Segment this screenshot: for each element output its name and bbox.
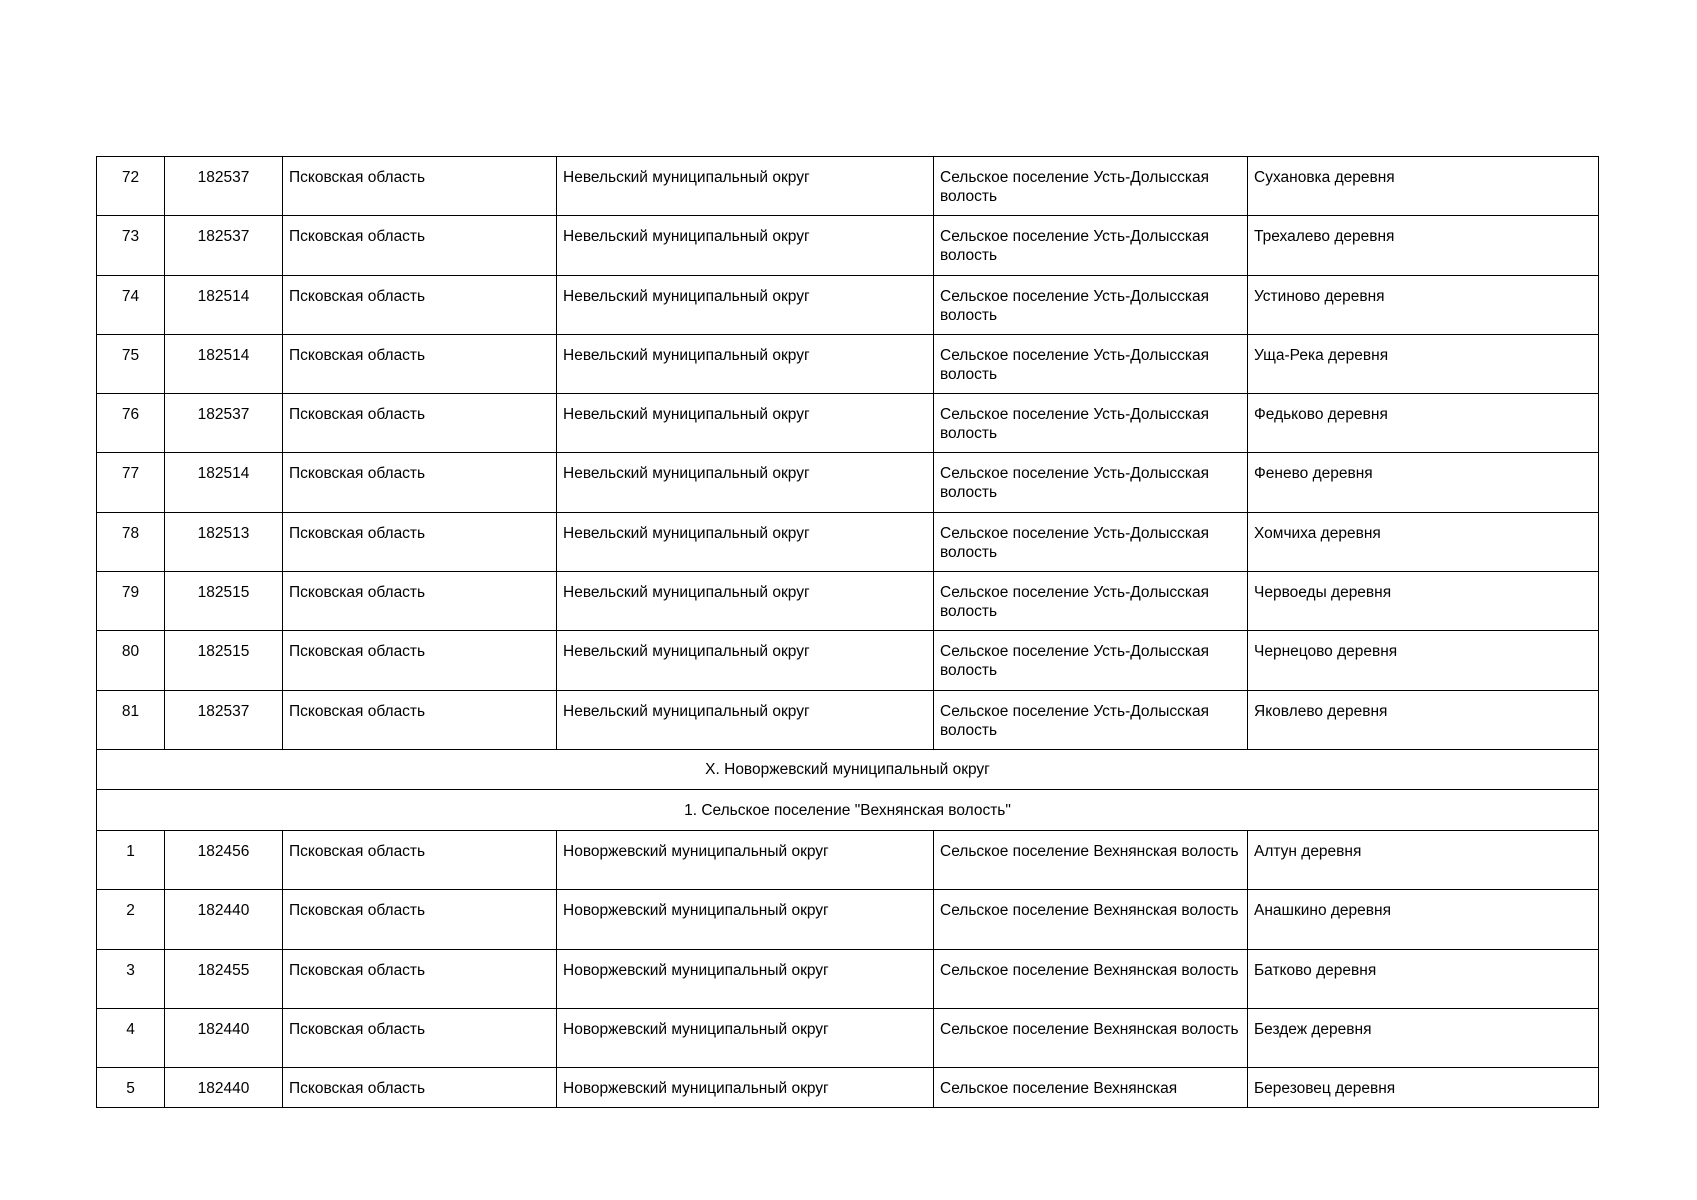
locality-cell: Червоеды деревня [1248, 572, 1599, 631]
postal-code-cell: 182537 [165, 394, 283, 453]
settlement-cell: Сельское поселение Усть-Долысская волость [934, 453, 1248, 512]
postal-code-cell: 182514 [165, 275, 283, 334]
settlement-cell: Сельское поселение Усть-Долысская волость [934, 334, 1248, 393]
postal-code-cell: 182537 [165, 216, 283, 275]
postal-code-cell: 182514 [165, 334, 283, 393]
locality-cell: Батково деревня [1248, 949, 1599, 1008]
district-section-header: X. Новоржевский муниципальный округ [97, 749, 1599, 790]
table-row [97, 572, 1599, 631]
locality-cell: Яковлево деревня [1248, 690, 1599, 749]
row-number-cell: 4 [97, 1008, 165, 1067]
district-cell: Новоржевский муниципальный округ [557, 890, 934, 949]
settlement-cell: Сельское поселение Усть-Долысская волость [934, 157, 1248, 216]
postal-code-cell: 182456 [165, 830, 283, 889]
settlement-cell: Сельское поселение Усть-Долысская волость [934, 631, 1248, 690]
table-row [97, 949, 1599, 1008]
settlement-cell: Сельское поселение Усть-Долысская волость [934, 572, 1248, 631]
row-number-cell: 3 [97, 949, 165, 1008]
row-number-cell: 76 [97, 394, 165, 453]
district-cell: Невельский муниципальный округ [557, 394, 934, 453]
table-row [97, 890, 1599, 949]
settlement-cell: Сельское поселение Усть-Долысская волость [934, 512, 1248, 571]
settlement-cell: Сельское поселение Вехнянская волость [934, 1008, 1248, 1067]
region-cell: Псковская область [283, 216, 557, 275]
row-number-cell: 77 [97, 453, 165, 512]
district-cell: Невельский муниципальный округ [557, 453, 934, 512]
table-row [97, 453, 1599, 512]
row-number-cell: 5 [97, 1068, 165, 1108]
table-row [97, 690, 1599, 749]
table-row [97, 830, 1599, 889]
region-cell: Псковская область [283, 949, 557, 1008]
locality-cell: Хомчиха деревня [1248, 512, 1599, 571]
row-number-cell: 81 [97, 690, 165, 749]
settlement-cell: Сельское поселение Усть-Долысская волость [934, 216, 1248, 275]
district-cell: Невельский муниципальный округ [557, 631, 934, 690]
district-cell: Невельский муниципальный округ [557, 334, 934, 393]
row-number-cell: 72 [97, 157, 165, 216]
settlements-table [96, 156, 1599, 1108]
table-row [97, 1068, 1599, 1108]
row-number-cell: 2 [97, 890, 165, 949]
region-cell: Псковская область [283, 690, 557, 749]
region-cell: Псковская область [283, 334, 557, 393]
locality-cell: Федьково деревня [1248, 394, 1599, 453]
district-cell: Невельский муниципальный округ [557, 512, 934, 571]
region-cell: Псковская область [283, 512, 557, 571]
locality-cell: Трехалево деревня [1248, 216, 1599, 275]
table-row [97, 275, 1599, 334]
locality-cell: Устиново деревня [1248, 275, 1599, 334]
settlement-cell: Сельское поселение Вехнянская волость [934, 949, 1248, 1008]
district-cell: Новоржевский муниципальный округ [557, 830, 934, 889]
table-row [97, 512, 1599, 571]
row-number-cell: 80 [97, 631, 165, 690]
postal-code-cell: 182515 [165, 631, 283, 690]
district-cell: Новоржевский муниципальный округ [557, 1008, 934, 1067]
settlement-cell: Сельское поселение Усть-Долысская волость [934, 690, 1248, 749]
settlement-section-header: 1. Сельское поселение "Вехнянская волость" [97, 790, 1599, 831]
region-cell: Псковская область [283, 830, 557, 889]
locality-cell: Бездеж деревня [1248, 1008, 1599, 1067]
row-number-cell: 73 [97, 216, 165, 275]
region-cell: Псковская область [283, 890, 557, 949]
settlement-cell: Сельское поселение Вехнянская [934, 1068, 1248, 1108]
district-cell: Невельский муниципальный округ [557, 275, 934, 334]
district-cell: Невельский муниципальный округ [557, 690, 934, 749]
table-row [97, 334, 1599, 393]
region-cell: Псковская область [283, 453, 557, 512]
settlement-cell: Сельское поселение Усть-Долысская волость [934, 275, 1248, 334]
row-number-cell: 79 [97, 572, 165, 631]
district-section-header-row [97, 749, 1599, 790]
postal-code-cell: 182455 [165, 949, 283, 1008]
locality-cell: Анашкино деревня [1248, 890, 1599, 949]
locality-cell: Сухановка деревня [1248, 157, 1599, 216]
locality-cell: Чернецово деревня [1248, 631, 1599, 690]
table-row [97, 394, 1599, 453]
district-cell: Невельский муниципальный округ [557, 157, 934, 216]
row-number-cell: 75 [97, 334, 165, 393]
region-cell: Псковская область [283, 1068, 557, 1108]
settlement-cell: Сельское поселение Вехнянская волость [934, 890, 1248, 949]
postal-code-cell: 182537 [165, 690, 283, 749]
locality-cell: Фенево деревня [1248, 453, 1599, 512]
postal-code-cell: 182440 [165, 1008, 283, 1067]
postal-code-cell: 182440 [165, 890, 283, 949]
district-cell: Новоржевский муниципальный округ [557, 1068, 934, 1108]
region-cell: Псковская область [283, 631, 557, 690]
locality-cell: Алтун деревня [1248, 830, 1599, 889]
locality-cell: Уща-Река деревня [1248, 334, 1599, 393]
row-number-cell: 78 [97, 512, 165, 571]
locality-cell: Березовец деревня [1248, 1068, 1599, 1108]
district-cell: Новоржевский муниципальный округ [557, 949, 934, 1008]
row-number-cell: 1 [97, 830, 165, 889]
settlement-section-header-row [97, 790, 1599, 831]
district-cell: Невельский муниципальный округ [557, 216, 934, 275]
postal-code-cell: 182513 [165, 512, 283, 571]
table-body [97, 157, 1599, 1108]
region-cell: Псковская область [283, 572, 557, 631]
postal-code-cell: 182515 [165, 572, 283, 631]
region-cell: Псковская область [283, 157, 557, 216]
table-row [97, 157, 1599, 216]
postal-code-cell: 182514 [165, 453, 283, 512]
region-cell: Псковская область [283, 1008, 557, 1067]
row-number-cell: 74 [97, 275, 165, 334]
district-cell: Невельский муниципальный округ [557, 572, 934, 631]
table-row [97, 631, 1599, 690]
region-cell: Псковская область [283, 394, 557, 453]
postal-code-cell: 182537 [165, 157, 283, 216]
region-cell: Псковская область [283, 275, 557, 334]
postal-code-cell: 182440 [165, 1068, 283, 1108]
settlement-cell: Сельское поселение Усть-Долысская волость [934, 394, 1248, 453]
table-row [97, 1008, 1599, 1067]
table-row [97, 216, 1599, 275]
settlement-cell: Сельское поселение Вехнянская волость [934, 830, 1248, 889]
